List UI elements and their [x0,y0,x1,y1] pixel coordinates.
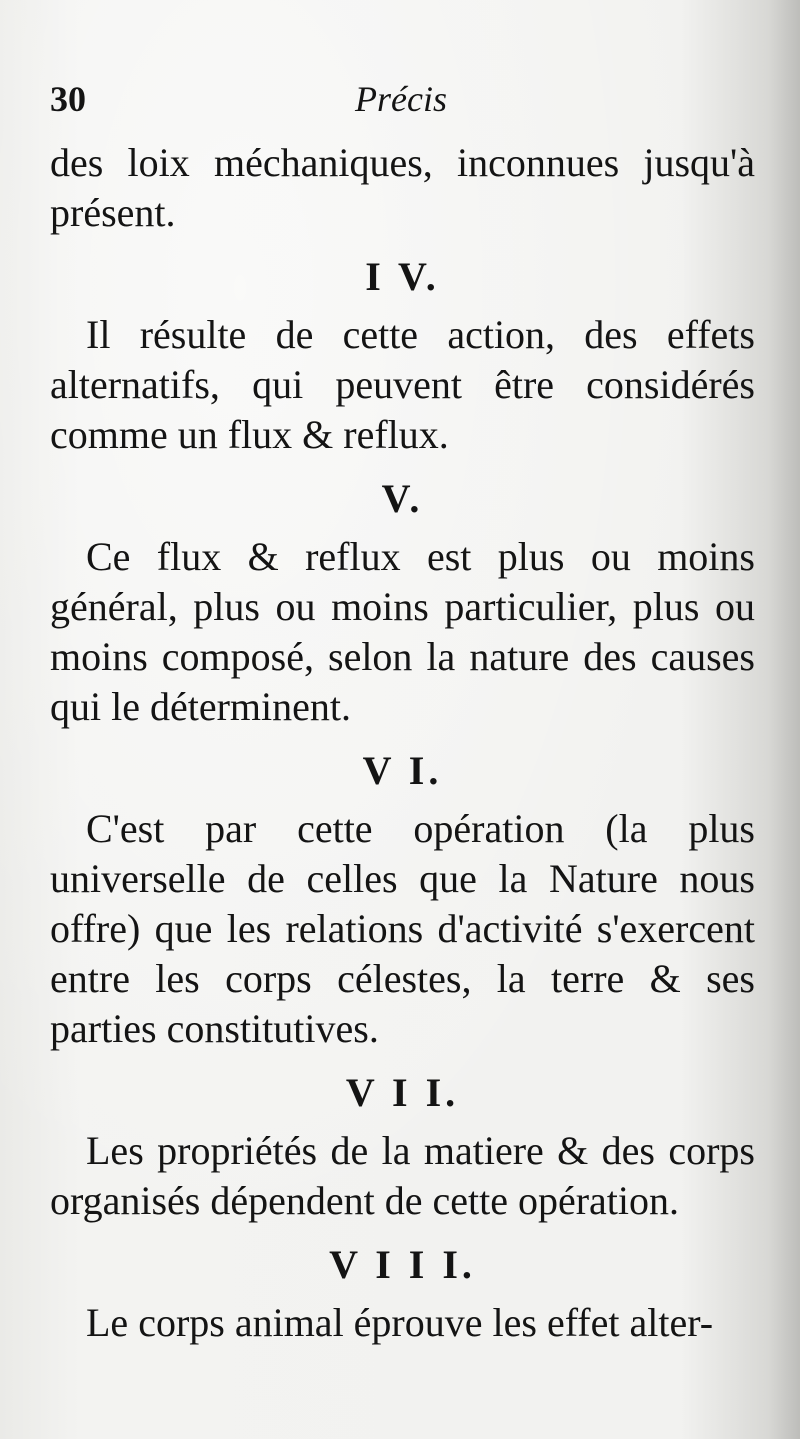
section-paragraph-iv: Il résulte de cette action, des effets alternatifs, qui peuvent être considérés comme un flux & reflux. [50,312,755,457]
running-title: Précis [355,79,447,119]
section-heading-vii: V I I. [345,1070,460,1115]
page-number: 30 [50,79,86,119]
section-heading-iv: I V. [365,254,440,299]
section-paragraph-v: Ce flux & reflux est plus ou moins général, plus ou moins particulier, plus ou moins composé, selon la nature des causes qui le déterminent. [50,534,755,729]
section-heading-v: V. [381,476,424,521]
continuation-paragraph: des loix méchaniques, inconnues jusqu'à présent. [50,140,755,235]
section-heading-viii: V I I I. [329,1242,476,1287]
section-heading-vi: V I. [362,748,443,793]
section-paragraph-vi: C'est par cette opération (la plus universelle de celles que la Nature nous offre) que les relations d'activité s'exercent entre les corps célestes, la terre & ses parties constitutives. [50,806,755,1051]
page-body [50,138,755,1348]
page-header [50,78,750,128]
section-paragraph-vii: Les propriétés de la matiere & des corps organisés dépendent de cette opération. [50,1128,755,1223]
section-paragraph-viii: Le corps animal éprouve les effet alter- [86,1300,714,1345]
